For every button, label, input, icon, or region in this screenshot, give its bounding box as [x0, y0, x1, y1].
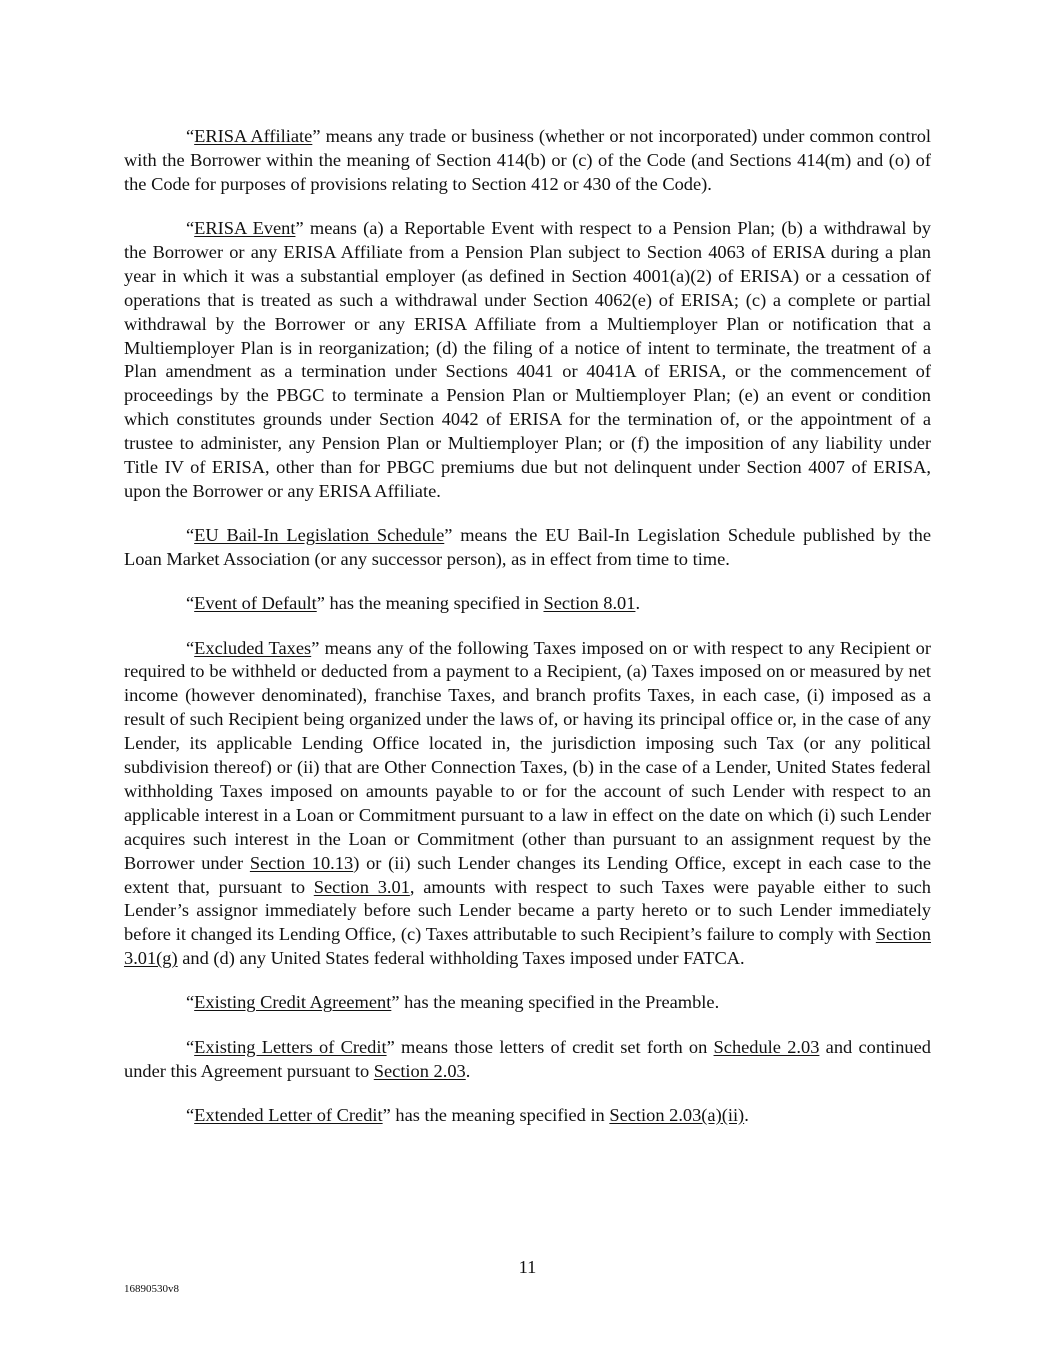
definition-text: ” means those letters of credit set forth on — [386, 1036, 714, 1057]
definition-text: ) or (ii) such Lender changes its Lending Office, except in each case to the extent that, pursuant to — [124, 852, 932, 897]
defined-term: ERISA Event — [194, 218, 296, 239]
defined-term: Excluded Taxes — [194, 637, 312, 658]
definition-existing-credit-agreement: “Existing Credit Agreement” has the meaning specified in the Preamble. — [186, 992, 720, 1013]
page-body — [124, 125, 931, 1148]
defined-term: ERISA Affiliate — [194, 126, 313, 146]
definition-text: . — [635, 593, 641, 614]
definition-text: , amounts with respect to such Taxes were payable either to such Lender’s assignor immediately before such Lender became a party hereto or to such Lender immediately before it changed its Lending Office, (c) Taxes attributable to such Recipient’s failure to comply with — [124, 876, 931, 945]
defined-term: Existing Credit Agreement — [194, 992, 392, 1013]
definition-text: ” has the meaning specified in — [316, 593, 544, 614]
definition-text: ” means (a) a Reportable Event with respect to a Pension Plan; (b) a withdrawal by the Borrower or any ERISA Affiliate from a Pension Plan subject to Section 4063 of ERISA during a plan year in which it was a substantial employer (as defined in Section 4001(a)(2) of ERISA) or a cessation of operations that is treated as such a withdrawal under Section 4062(e) of ERISA; (c) a complete or partial withdrawal by the Borrower or any ERISA Affiliate from a Multiemployer Plan or notification that a Multiemployer Plan is in reorganization; (d) the filing of a notice of intent to terminate, the treatment of a Plan amendment as a termination under Sections 4041 or 4041A of ERISA, or the commencement of proceedings by the PBGC to terminate a Pension Plan or Multiemployer Plan; (e) an event or condition which constitutes grounds under Section 4042 of ERISA for the termination of, or the appointment of a trustee to administer, any Pension Plan or Multiemployer Plan; or (f) the imposition of any liability under Title IV of ERISA, other than for PBGC premiums due but not delinquent under Section 4007 of ERISA, upon the Borrower or any ERISA Affiliate. — [124, 218, 931, 501]
definition-erisa-affiliate: “ERISA Affiliate” means any trade or business (whether or not incorporated) under common control with the Borrower within the meaning of Section 414(b) or (c) of the Code (and Sections 414(m) and (o) of the Code for purposes of provisions relating to Section 412 or 430 of the Code). — [124, 126, 931, 194]
defined-term: Extended Letter of Credit — [194, 1104, 383, 1125]
definition-text: ” means any of the following Taxes imposed on or with respect to any Recipient or required to be withheld or deducted from a payment to a Recipient, (a) Taxes imposed on or measured by net income (however denominated), franchise Taxes, and branch profits Taxes, in each case, (i) imposed as a result of such Recipient being organized under the laws of, or having its principal office or, in the case of any Lender, its applicable Lending Office located in, the jurisdiction imposing such Tax (or any political subdivision thereof) or (ii) that are Other Connection Taxes, (b) in the case of a Lender, United States federal withholding Taxes imposed on amounts payable to or for the account of such Lender with respect to an applicable interest in a Loan or Commitment pursuant to a law in effect on the date on which (i) such Lender acquires such interest in the Loan or Commitment (other than pursuant to an assignment request by the Borrower under — [124, 637, 931, 873]
document-id: 16890530v8 — [124, 1283, 179, 1295]
defined-term: Event of Default — [194, 593, 317, 614]
section-reference: Section 8.01 — [543, 593, 636, 614]
definition-excluded-taxes: “Excluded Taxes” means any of the following Taxes imposed on or with respect to any Recipient or required to be withheld or deducted from a payment to a Recipient, (a) Taxes imposed on or measured by net income (however denominated), franchise Taxes, and branch profits Taxes, in each case, (i) imposed as a result of such Recipient being organized under the laws of, or having its principal office or, in the case of any Lender, its applicable Lending Office located in, the jurisdiction imposing such Tax (or any political subdivision thereof) or (ii) that are Other Connection Taxes, (b) in the case of a Lender, United States federal withholding Taxes imposed on amounts payable to or for the account of such Lender with respect to an applicable interest in a Loan or Commitment pursuant to a law in effect on the date on which (i) such Lender acquires such interest in the Loan or Commitment (other than pursuant to an assignment request by the Borrower under Section 10.13) or (ii) such Lender changes its Lending Office, except in each case to the extent that, pursuant to Section 3.01, amounts with respect to such Taxes were payable either to such Lender’s assignor immediately before such Lender became a party hereto or to such Lender immediately before it changed its Lending Office, (c) Taxes attributable to such Recipient’s failure to comply with Section 3.01(g) and (d) any United States federal withholding Taxes imposed under FATCA. — [124, 637, 932, 969]
definition-text: and (d) any United States federal withholding Taxes imposed under FATCA. — [177, 948, 745, 969]
section-reference: Section 2.03 — [373, 1060, 466, 1081]
definition-text: . — [744, 1104, 749, 1125]
definition-extended-letter-of-credit: “Extended Letter of Credit” has the meaning specified in Section 2.03(a)(ii). — [186, 1104, 749, 1125]
defined-term: EU Bail-In Legislation Schedule — [194, 525, 445, 546]
section-reference: Section 3.01 — [313, 876, 410, 897]
definition-text: . — [465, 1060, 471, 1081]
page-number: 11 — [518, 1257, 537, 1277]
definition-text: ” has the meaning specified in — [382, 1104, 610, 1125]
schedule-reference: Schedule 2.03 — [713, 1036, 820, 1057]
defined-term: Existing Letters of Credit — [194, 1036, 387, 1057]
section-reference: Section 2.03(a)(ii) — [609, 1104, 745, 1125]
definition-text: and continued under this Agreement pursuant to — [124, 1036, 931, 1081]
section-reference: Section 10.13 — [249, 852, 354, 873]
definition-eu-bail-in-legislation-schedule: “EU Bail-In Legislation Schedule” means the EU Bail-In Legislation Schedule published by the Loan Market Association (or any successor person), as in effect from time to time. — [124, 525, 931, 570]
section-reference: Section 3.01(g) — [124, 924, 931, 969]
definition-text: ” means the EU Bail-In Legislation Schedule published by the Loan Market Association (or any successor person), as in effect from time to time. — [124, 525, 931, 570]
definition-existing-letters-of-credit: “Existing Letters of Credit” means those letters of credit set forth on Schedule 2.03 and continued under this Agreement pursuant to Section 2.03. — [124, 1036, 931, 1081]
definition-text: ” has the meaning specified in the Preamble. — [391, 992, 720, 1013]
definition-event-of-default: “Event of Default” has the meaning specified in Section 8.01. — [186, 593, 641, 614]
definition-text: ” means any trade or business (whether or not incorporated) under common control with the Borrower within the meaning of Section 414(b) or (c) of the Code (and Sections 414(m) and (o) of the Code for purposes of provisions relating to Section 412 or 430 of the Code). — [124, 126, 931, 194]
definition-erisa-event: “ERISA Event” means (a) a Reportable Event with respect to a Pension Plan; (b) a withdrawal by the Borrower or any ERISA Affiliate from a Pension Plan subject to Section 4063 of ERISA during a plan year in which it was a substantial employer (as defined in Section 4001(a)(2) of ERISA) or a cessation of operations that is treated as such a withdrawal under Section 4062(e) of ERISA; (c) a complete or partial withdrawal by the Borrower or any ERISA Affiliate from a Multiemployer Plan or notification that a Multiemployer Plan is in reorganization; (d) the filing of a notice of intent to terminate, the treatment of a Plan amendment as a termination under Sections 4041 or 4041A of ERISA, or the commencement of proceedings by the PBGC to terminate a Pension Plan or Multiemployer Plan; (e) an event or condition which constitutes grounds under Section 4042 of ERISA for the termination of, or the appointment of a trustee to administer, any Pension Plan or Multiemployer Plan; or (f) the imposition of any liability under Title IV of ERISA, other than for PBGC premiums due but not delinquent under Section 4007 of ERISA, upon the Borrower or any ERISA Affiliate. — [124, 218, 931, 501]
